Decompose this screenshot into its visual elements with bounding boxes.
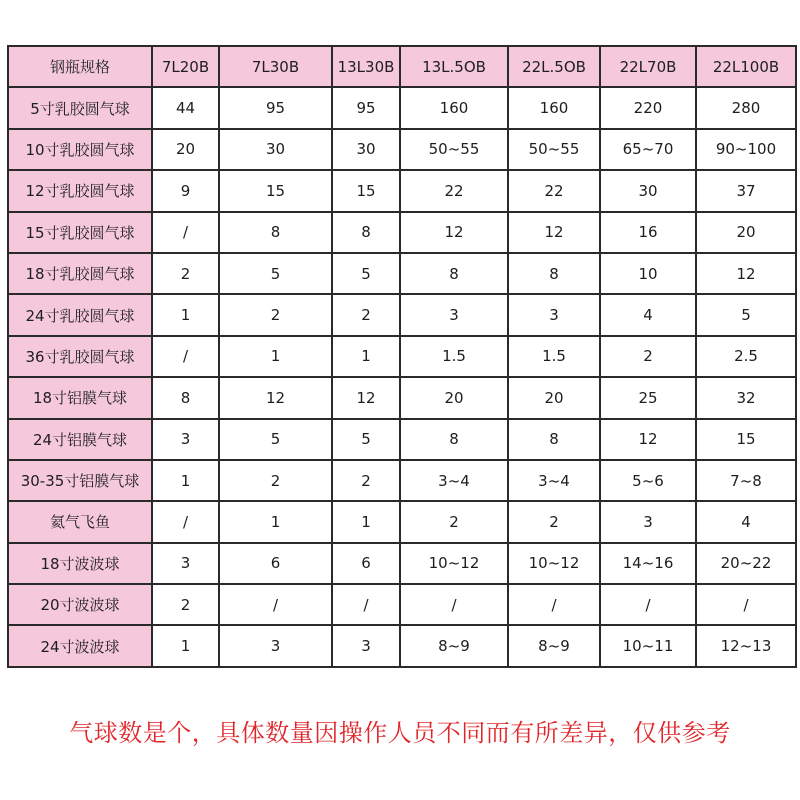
table-cell: 12 [219,377,332,418]
table-cell: 220 [600,87,696,128]
column-header: 13L.5OB [400,46,508,87]
balloon-capacity-table [7,45,797,668]
table-cell: 2.5 [696,336,796,377]
column-header: 13L30B [332,46,400,87]
column-header: 22L70B [600,46,696,87]
table-cell: 6 [332,543,400,584]
table-cell: 1 [152,460,219,501]
column-header: 22L.5OB [508,46,600,87]
table-cell: 8~9 [508,625,600,666]
table-cell: 4 [696,501,796,542]
table-row [8,170,796,211]
table-cell: 12 [696,253,796,294]
table-cell: 1 [332,336,400,377]
table-cell: 12 [332,377,400,418]
table-cell: 1.5 [508,336,600,377]
disclaimer-note: 气球数是个，具体数量因操作人员不同而有所差异，仅供参考 [69,719,731,747]
row-label: 24寸乳胶圆气球 [8,294,152,335]
table-row [8,212,796,253]
table-cell: 8 [508,253,600,294]
table-cell: 1 [219,336,332,377]
table-cell: 3 [152,543,219,584]
table-cell: 3 [219,625,332,666]
table-cell: 8 [400,253,508,294]
table-cell: 1.5 [400,336,508,377]
table-cell: 160 [508,87,600,128]
table-cell: 4 [600,294,696,335]
row-label: 24寸波波球 [8,625,152,666]
table-cell: 95 [332,87,400,128]
row-label: 18寸波波球 [8,543,152,584]
table-cell: 20 [508,377,600,418]
table-cell: 2 [400,501,508,542]
table-cell: 160 [400,87,508,128]
table-cell: 1 [219,501,332,542]
table-cell: 280 [696,87,796,128]
table-row [8,253,796,294]
table-cell: 20 [152,129,219,170]
column-header: 7L30B [219,46,332,87]
row-label: 30-35寸铝膜气球 [8,460,152,501]
table-cell: 8 [400,419,508,460]
column-header: 7L20B [152,46,219,87]
table-cell: 6 [219,543,332,584]
row-label: 24寸铝膜气球 [8,419,152,460]
table-cell: 5 [696,294,796,335]
row-label: 20寸波波球 [8,584,152,625]
table-cell: 32 [696,377,796,418]
table-cell: 2 [508,501,600,542]
table-cell: 12 [600,419,696,460]
table-row [8,584,796,625]
table-cell: 3 [152,419,219,460]
table-cell: 44 [152,87,219,128]
table-cell: 2 [332,460,400,501]
row-label: 氦气飞鱼 [8,501,152,542]
row-label: 10寸乳胶圆气球 [8,129,152,170]
table-cell: 30 [600,170,696,211]
table-cell: 9 [152,170,219,211]
table-row [8,336,796,377]
table-row [8,543,796,584]
row-label: 5寸乳胶圆气球 [8,87,152,128]
table-cell: 15 [219,170,332,211]
table-cell: 1 [152,294,219,335]
table-cell: / [152,212,219,253]
table-cell: 65~70 [600,129,696,170]
table-cell: 8 [508,419,600,460]
table-cell: 1 [152,625,219,666]
table-row [8,294,796,335]
table-cell: / [400,584,508,625]
table-cell: / [508,584,600,625]
table-cell: 3 [400,294,508,335]
corner-header: 钢瓶规格 [8,46,152,87]
table-row [8,625,796,666]
table-cell: / [152,336,219,377]
table-cell: 3~4 [400,460,508,501]
table-cell: 12 [400,212,508,253]
column-header: 22L100B [696,46,796,87]
table-cell: 3 [508,294,600,335]
table-cell: 30 [219,129,332,170]
table-row [8,501,796,542]
table-cell: 20~22 [696,543,796,584]
table-cell: / [696,584,796,625]
table-cell: 5 [332,253,400,294]
table-cell: 37 [696,170,796,211]
table-cell: 2 [600,336,696,377]
table-cell: 90~100 [696,129,796,170]
table-cell: 8 [219,212,332,253]
row-label: 36寸乳胶圆气球 [8,336,152,377]
table-cell: 16 [600,212,696,253]
header-row [8,46,796,87]
table-cell: 1 [332,501,400,542]
table-cell: 10~11 [600,625,696,666]
table-row [8,377,796,418]
table-row [8,87,796,128]
table-cell: 30 [332,129,400,170]
row-label: 12寸乳胶圆气球 [8,170,152,211]
table-cell: 15 [696,419,796,460]
table-row [8,129,796,170]
table-cell: 12 [508,212,600,253]
table-cell: 25 [600,377,696,418]
table-cell: / [152,501,219,542]
row-label: 15寸乳胶圆气球 [8,212,152,253]
table-cell: / [219,584,332,625]
table-row [8,460,796,501]
table-cell: 2 [152,584,219,625]
table-cell: 50~55 [508,129,600,170]
table-cell: 2 [152,253,219,294]
table-cell: 22 [508,170,600,211]
table-cell: 5~6 [600,460,696,501]
table-cell: 3~4 [508,460,600,501]
table-cell: 5 [332,419,400,460]
table-cell: 7~8 [696,460,796,501]
table-cell: 5 [219,419,332,460]
table-cell: 2 [219,294,332,335]
table-cell: 5 [219,253,332,294]
table-cell: 15 [332,170,400,211]
table-cell: 12~13 [696,625,796,666]
table-cell: 8 [152,377,219,418]
table-cell: 8 [332,212,400,253]
table-cell: 14~16 [600,543,696,584]
table-cell: 95 [219,87,332,128]
table-cell: / [600,584,696,625]
table-cell: 10 [600,253,696,294]
table-cell: 50~55 [400,129,508,170]
table-cell: 20 [696,212,796,253]
table-cell: 3 [600,501,696,542]
table-cell: 2 [219,460,332,501]
row-label: 18寸乳胶圆气球 [8,253,152,294]
table-cell: 10~12 [508,543,600,584]
table-cell: 22 [400,170,508,211]
table-cell: 10~12 [400,543,508,584]
table-cell: 3 [332,625,400,666]
table-cell: 2 [332,294,400,335]
table-cell: 20 [400,377,508,418]
table-row [8,419,796,460]
table-cell: 8~9 [400,625,508,666]
row-label: 18寸铝膜气球 [8,377,152,418]
table-cell: / [332,584,400,625]
